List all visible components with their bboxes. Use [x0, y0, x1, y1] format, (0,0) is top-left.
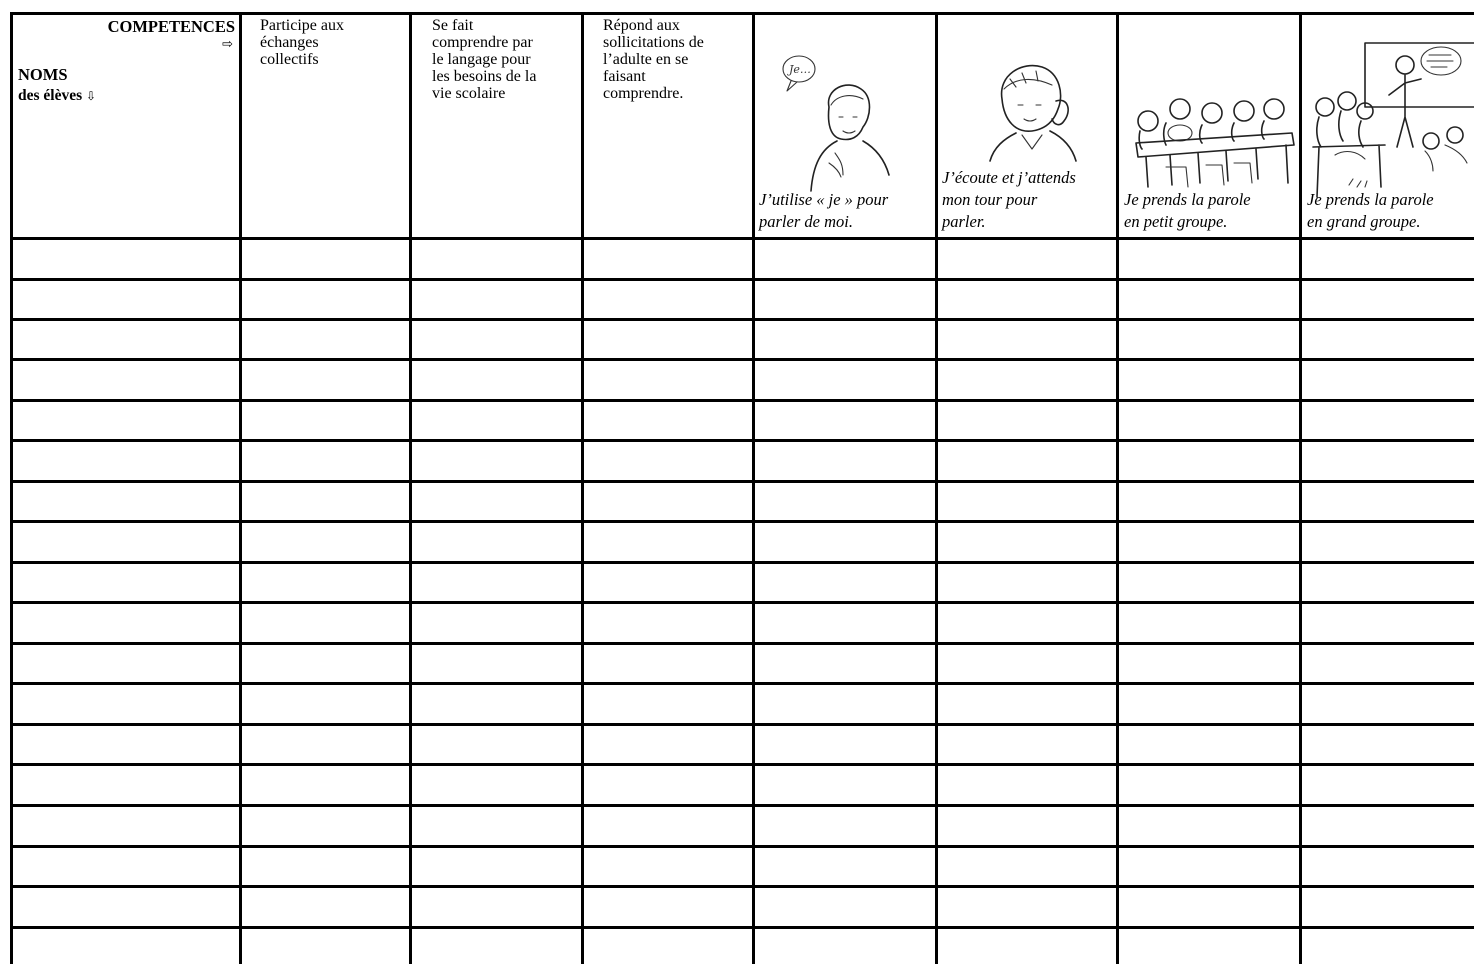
eleves-label: des élèves [18, 87, 83, 104]
student-name-cell[interactable] [13, 888, 239, 926]
row-divider [10, 926, 1474, 929]
header-col-je-utilise [755, 15, 935, 237]
evaluation-cell[interactable] [412, 766, 581, 804]
evaluation-cell[interactable] [242, 483, 409, 520]
evaluation-cell[interactable] [938, 604, 1116, 642]
evaluation-cell[interactable] [242, 848, 409, 885]
row-divider [10, 399, 1474, 402]
student-name-cell[interactable] [13, 929, 239, 964]
row-divider [10, 601, 1474, 604]
col-divider-5 [935, 12, 938, 964]
header-col-repond-sollicitations: Répond aux sollicitations de l’adulte en se faisant comprendre. [603, 17, 704, 102]
evaluation-cell[interactable] [242, 240, 409, 278]
evaluation-cell[interactable] [412, 604, 581, 642]
evaluation-cell[interactable] [1119, 929, 1299, 964]
evaluation-cell[interactable] [1119, 240, 1299, 278]
evaluation-cell[interactable] [755, 604, 935, 642]
evaluation-cell[interactable] [1302, 564, 1474, 601]
evaluation-cell[interactable] [242, 564, 409, 601]
header-col-se-fait-comprendre: Se fait comprendre par le langage pour les besoins de la vie scolaire [432, 17, 537, 102]
evaluation-cell[interactable] [1119, 685, 1299, 723]
evaluation-cell[interactable] [242, 281, 409, 318]
caption-j-ecoute: J’écoute et j’attends mon tour pour parler. [942, 168, 1076, 231]
evaluation-cell[interactable] [242, 523, 409, 561]
evaluation-cell[interactable] [755, 645, 935, 682]
evaluation-cell[interactable] [412, 523, 581, 561]
row-divider [10, 237, 1474, 240]
evaluation-cell[interactable] [938, 848, 1116, 885]
row-divider [10, 763, 1474, 766]
evaluation-cell[interactable] [412, 848, 581, 885]
header-col-grand-groupe [1303, 15, 1474, 237]
student-name-cell[interactable] [13, 361, 239, 399]
evaluation-cell[interactable] [412, 929, 581, 964]
evaluation-cell[interactable] [1302, 726, 1474, 763]
evaluation-cell[interactable] [1119, 281, 1299, 318]
col-divider-4 [752, 12, 755, 964]
evaluation-cell[interactable] [584, 604, 752, 642]
evaluation-cell[interactable] [755, 685, 935, 723]
evaluation-cell[interactable] [938, 483, 1116, 520]
evaluation-cell[interactable] [1119, 604, 1299, 642]
evaluation-cell[interactable] [1302, 240, 1474, 278]
evaluation-cell[interactable] [1302, 281, 1474, 318]
evaluation-cell[interactable] [938, 807, 1116, 845]
evaluation-cell[interactable] [584, 766, 752, 804]
row-divider [10, 723, 1474, 726]
evaluation-cell[interactable] [584, 402, 752, 439]
evaluation-cell[interactable] [412, 240, 581, 278]
student-name-cell[interactable] [13, 442, 239, 480]
evaluation-cell[interactable] [412, 888, 581, 926]
evaluation-cell[interactable] [242, 726, 409, 763]
evaluation-cell[interactable] [584, 442, 752, 480]
evaluation-cell[interactable] [755, 240, 935, 278]
evaluation-cell[interactable] [938, 929, 1116, 964]
evaluation-cell[interactable] [938, 281, 1116, 318]
header-col-j-ecoute [938, 15, 1116, 237]
evaluation-cell[interactable] [1119, 523, 1299, 561]
evaluation-cell[interactable] [584, 888, 752, 926]
evaluation-cell[interactable] [412, 281, 581, 318]
evaluation-cell[interactable] [1302, 929, 1474, 964]
evaluation-cell[interactable] [1302, 402, 1474, 439]
evaluation-cell[interactable] [584, 807, 752, 845]
evaluation-cell[interactable] [755, 281, 935, 318]
evaluation-cell[interactable] [584, 321, 752, 358]
student-name-cell[interactable] [13, 726, 239, 763]
evaluation-cell[interactable] [242, 604, 409, 642]
row-divider [10, 480, 1474, 483]
header-col-participe: Participe aux échanges collectifs [260, 17, 344, 68]
evaluation-cell[interactable] [584, 726, 752, 763]
evaluation-cell[interactable] [242, 685, 409, 723]
evaluation-cell[interactable] [1302, 888, 1474, 926]
evaluation-cell[interactable] [1302, 523, 1474, 561]
evaluation-cell[interactable] [938, 685, 1116, 723]
col-divider-6 [1116, 12, 1119, 964]
student-name-cell[interactable] [13, 402, 239, 439]
row-divider [10, 358, 1474, 361]
evaluation-cell[interactable] [938, 240, 1116, 278]
evaluation-cell[interactable] [755, 483, 935, 520]
evaluation-cell[interactable] [1302, 766, 1474, 804]
header-col-petit-groupe [1120, 15, 1300, 237]
evaluation-cell[interactable] [584, 564, 752, 601]
evaluation-cell[interactable] [1302, 361, 1474, 399]
evaluation-cell[interactable] [584, 240, 752, 278]
header-corner-cell [13, 15, 239, 237]
student-name-cell[interactable] [13, 604, 239, 642]
student-name-cell[interactable] [13, 281, 239, 318]
caption-je-utilise: J’utilise « je » pour parler de moi. [759, 190, 889, 231]
evaluation-cell[interactable] [412, 645, 581, 682]
col-divider-2 [409, 12, 412, 964]
competences-label: COMPETENCES [107, 17, 235, 36]
caption-petit-groupe: Je prends la parole en petit groupe. [1124, 190, 1251, 231]
evaluation-cell[interactable] [1119, 321, 1299, 358]
student-name-cell[interactable] [13, 240, 239, 278]
evaluation-cell[interactable] [1119, 564, 1299, 601]
evaluation-cell[interactable] [938, 402, 1116, 439]
evaluation-cell[interactable] [755, 402, 935, 439]
evaluation-cell[interactable] [1119, 888, 1299, 926]
evaluation-cell[interactable] [584, 361, 752, 399]
child-speaking-icon [777, 45, 897, 195]
evaluation-cell[interactable] [938, 766, 1116, 804]
right-arrow-icon: ⇨ [222, 37, 233, 52]
evaluation-cell[interactable] [1119, 402, 1299, 439]
evaluation-cell[interactable] [1302, 604, 1474, 642]
student-name-cell[interactable] [13, 564, 239, 601]
evaluation-cell[interactable] [1302, 321, 1474, 358]
student-name-cell[interactable] [13, 523, 239, 561]
evaluation-cell[interactable] [1302, 442, 1474, 480]
evaluation-cell[interactable] [242, 888, 409, 926]
col-divider-7 [1299, 12, 1302, 964]
evaluation-cell[interactable] [755, 564, 935, 601]
evaluation-cell[interactable] [412, 321, 581, 358]
evaluation-cell[interactable] [242, 766, 409, 804]
evaluation-cell[interactable] [1302, 645, 1474, 682]
noms-label: NOMS [18, 65, 68, 84]
down-arrow-icon: ⇩ [86, 89, 97, 103]
evaluation-cell[interactable] [584, 685, 752, 723]
evaluation-cell[interactable] [412, 402, 581, 439]
evaluation-cell[interactable] [412, 726, 581, 763]
evaluation-cell[interactable] [938, 361, 1116, 399]
evaluation-cell[interactable] [242, 361, 409, 399]
evaluation-cell[interactable] [938, 442, 1116, 480]
evaluation-cell[interactable] [938, 523, 1116, 561]
student-name-cell[interactable] [13, 807, 239, 845]
evaluation-cell[interactable] [938, 888, 1116, 926]
student-name-cell[interactable] [13, 848, 239, 885]
evaluation-cell[interactable] [1119, 645, 1299, 682]
child-listening-icon [976, 55, 1086, 165]
eleves-line [18, 87, 96, 105]
caption-grand-groupe: Je prends la parole en grand groupe. [1307, 190, 1434, 231]
evaluation-cell[interactable] [1119, 807, 1299, 845]
evaluation-cell[interactable] [584, 483, 752, 520]
student-name-cell[interactable] [13, 483, 239, 520]
evaluation-cell[interactable] [755, 321, 935, 358]
row-divider [10, 561, 1474, 564]
evaluation-cell[interactable] [938, 645, 1116, 682]
student-name-cell[interactable] [13, 645, 239, 682]
evaluation-cell[interactable] [412, 564, 581, 601]
evaluation-cell[interactable] [938, 726, 1116, 763]
evaluation-cell[interactable] [242, 402, 409, 439]
student-name-cell[interactable] [13, 685, 239, 723]
evaluation-cell[interactable] [1302, 807, 1474, 845]
evaluation-cell[interactable] [1119, 442, 1299, 480]
evaluation-cell[interactable] [938, 321, 1116, 358]
evaluation-cell[interactable] [412, 807, 581, 845]
row-divider [10, 318, 1474, 321]
evaluation-cell[interactable] [242, 645, 409, 682]
row-divider [10, 804, 1474, 807]
row-divider [10, 682, 1474, 685]
evaluation-cell[interactable] [1119, 766, 1299, 804]
row-divider [10, 845, 1474, 848]
evaluation-cell[interactable] [1302, 483, 1474, 520]
evaluation-cell[interactable] [755, 848, 935, 885]
evaluation-cell[interactable] [584, 929, 752, 964]
evaluation-cell[interactable] [1119, 483, 1299, 520]
evaluation-cell[interactable] [938, 564, 1116, 601]
evaluation-cell[interactable] [412, 483, 581, 520]
row-divider [10, 885, 1474, 888]
small-group-table-icon [1126, 87, 1298, 191]
evaluation-cell[interactable] [584, 523, 752, 561]
evaluation-cell[interactable] [755, 523, 935, 561]
evaluation-cell[interactable] [242, 442, 409, 480]
svg-text:Je…: Je… [789, 63, 811, 76]
evaluation-cell[interactable] [584, 848, 752, 885]
evaluation-cell[interactable] [412, 442, 581, 480]
row-divider [10, 642, 1474, 645]
student-name-cell[interactable] [13, 321, 239, 358]
evaluation-cell[interactable] [1302, 685, 1474, 723]
evaluation-cell[interactable] [755, 929, 935, 964]
evaluation-cell[interactable] [1119, 361, 1299, 399]
evaluation-cell[interactable] [755, 726, 935, 763]
evaluation-cell[interactable] [242, 929, 409, 964]
evaluation-cell[interactable] [1302, 848, 1474, 885]
evaluation-cell[interactable] [412, 361, 581, 399]
table-top-border [10, 12, 1474, 15]
evaluation-cell[interactable] [755, 807, 935, 845]
large-group-class-icon [1305, 37, 1474, 207]
evaluation-cell[interactable] [755, 442, 935, 480]
row-divider [10, 520, 1474, 523]
row-divider [10, 278, 1474, 281]
col-divider-0 [10, 12, 13, 964]
evaluation-cell[interactable] [584, 281, 752, 318]
evaluation-cell[interactable] [412, 685, 581, 723]
evaluation-cell[interactable] [584, 645, 752, 682]
evaluation-cell[interactable] [242, 321, 409, 358]
evaluation-cell[interactable] [242, 807, 409, 845]
evaluation-cell[interactable] [755, 888, 935, 926]
evaluation-cell[interactable] [755, 766, 935, 804]
row-divider [10, 439, 1474, 442]
col-divider-3 [581, 12, 584, 964]
evaluation-cell[interactable] [1119, 848, 1299, 885]
evaluation-cell[interactable] [755, 361, 935, 399]
evaluation-cell[interactable] [1119, 726, 1299, 763]
col-divider-1 [239, 12, 242, 964]
student-name-cell[interactable] [13, 766, 239, 804]
